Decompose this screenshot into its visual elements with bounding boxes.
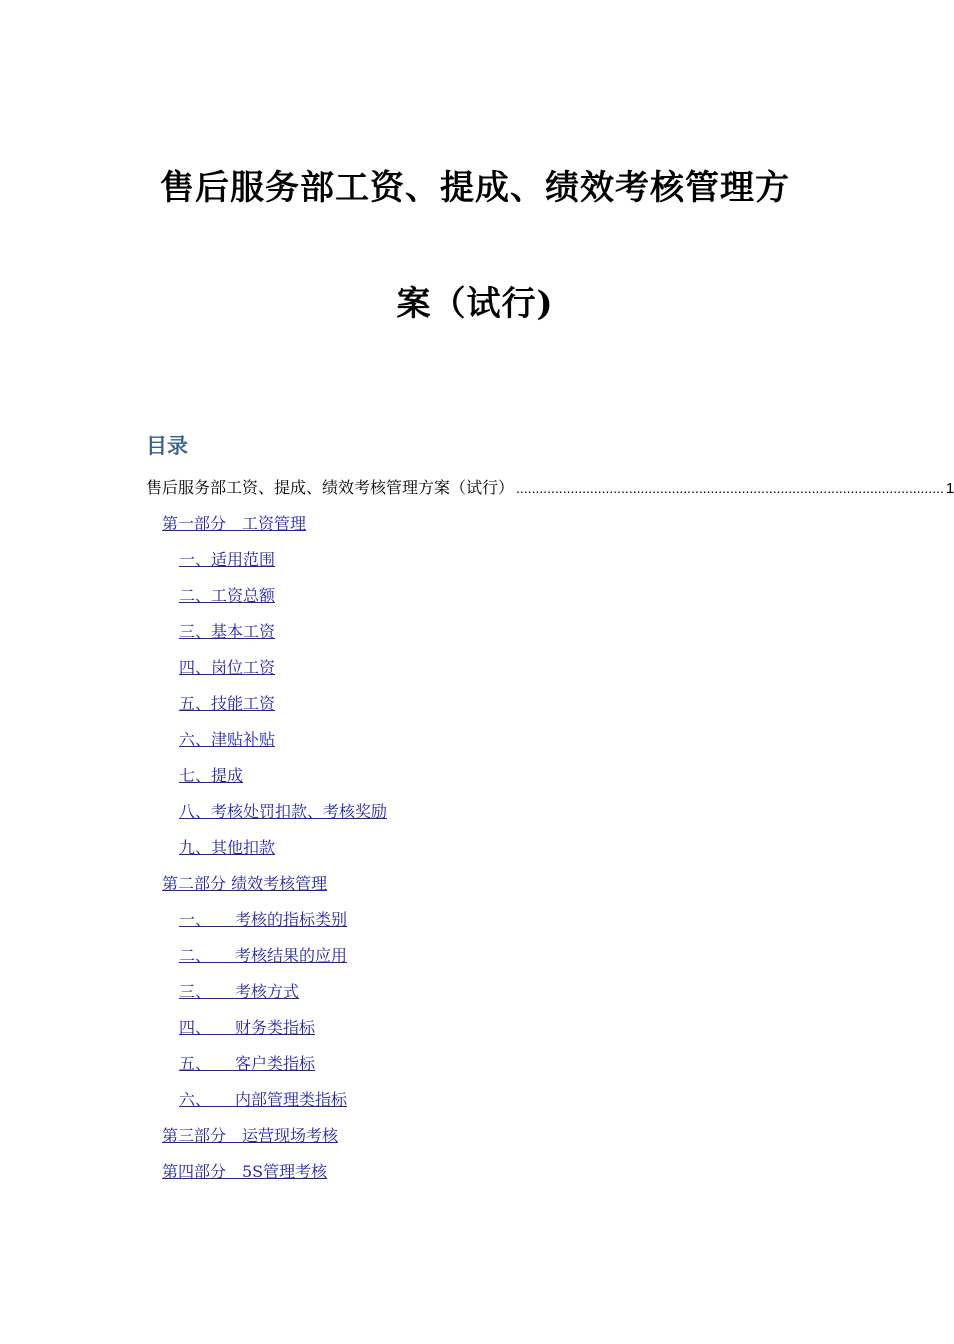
toc-link[interactable]: 三、基本工资 xyxy=(179,622,276,641)
toc-link[interactable]: 二、工资总额 xyxy=(179,586,276,605)
toc-entry[interactable] xyxy=(179,550,275,570)
toc-link[interactable]: 三、 考核方式 xyxy=(179,982,300,1001)
toc-link[interactable]: 四、岗位工资 xyxy=(179,658,276,677)
toc-entry[interactable] xyxy=(179,802,387,822)
toc-entry[interactable] xyxy=(179,910,347,930)
toc-link[interactable]: 四、 财务类指标 xyxy=(179,1018,316,1037)
toc-dot-leader: .............................................................................................................. xyxy=(516,480,944,496)
toc-link[interactable]: 九、其他扣款 xyxy=(179,838,276,857)
toc-entry[interactable] xyxy=(179,946,347,966)
toc-entry-main[interactable] xyxy=(146,478,954,499)
document-title-line-1: 售后服务部工资、提成、绩效考核管理方 xyxy=(160,168,790,208)
toc-link[interactable]: 第三部分 运营现场考核 xyxy=(162,1126,339,1145)
toc-link[interactable]: 六、 内部管理类指标 xyxy=(179,1090,348,1109)
toc-entry-part-4[interactable] xyxy=(162,1162,327,1182)
toc-entry-part-2[interactable] xyxy=(162,874,327,894)
toc-link[interactable]: 二、 考核结果的应用 xyxy=(179,946,348,965)
toc-link[interactable]: 第二部分 绩效考核管理 xyxy=(162,874,328,893)
toc-link[interactable]: 一、 考核的指标类别 xyxy=(179,910,348,929)
toc-link[interactable]: 七、提成 xyxy=(179,766,244,785)
toc-link[interactable]: 第一部分 工资管理 xyxy=(162,514,307,533)
toc-entry[interactable] xyxy=(179,1090,347,1110)
toc-entry[interactable] xyxy=(179,586,275,606)
toc-link[interactable]: 五、技能工资 xyxy=(179,694,276,713)
toc-entry[interactable] xyxy=(179,838,275,858)
toc-heading: 目录 xyxy=(146,434,188,458)
toc-link[interactable]: 一、适用范围 xyxy=(179,550,276,569)
toc-entry[interactable] xyxy=(179,730,275,750)
toc-link[interactable]: 八、考核处罚扣款、考核奖励 xyxy=(179,802,388,821)
toc-page-number: 1 xyxy=(945,480,954,497)
toc-link[interactable]: 五、 客户类指标 xyxy=(179,1054,316,1073)
toc-entry[interactable] xyxy=(179,982,299,1002)
toc-entry[interactable] xyxy=(179,658,275,678)
toc-entry[interactable] xyxy=(179,766,243,786)
toc-entry[interactable] xyxy=(179,694,275,714)
toc-entry-part-3[interactable] xyxy=(162,1126,338,1146)
toc-entry-part-1[interactable] xyxy=(162,514,306,534)
toc-entry-main-text: 售后服务部工资、提成、绩效考核管理方案（试行） xyxy=(146,478,515,497)
toc-entry[interactable] xyxy=(179,1054,315,1074)
toc-link[interactable]: 第四部分 5S管理考核 xyxy=(162,1162,328,1181)
toc-entry[interactable] xyxy=(179,622,275,642)
toc-link[interactable]: 六、津贴补贴 xyxy=(179,730,276,749)
document-title-line-2: 案（试行) xyxy=(396,284,554,324)
toc-entry[interactable] xyxy=(179,1018,315,1038)
